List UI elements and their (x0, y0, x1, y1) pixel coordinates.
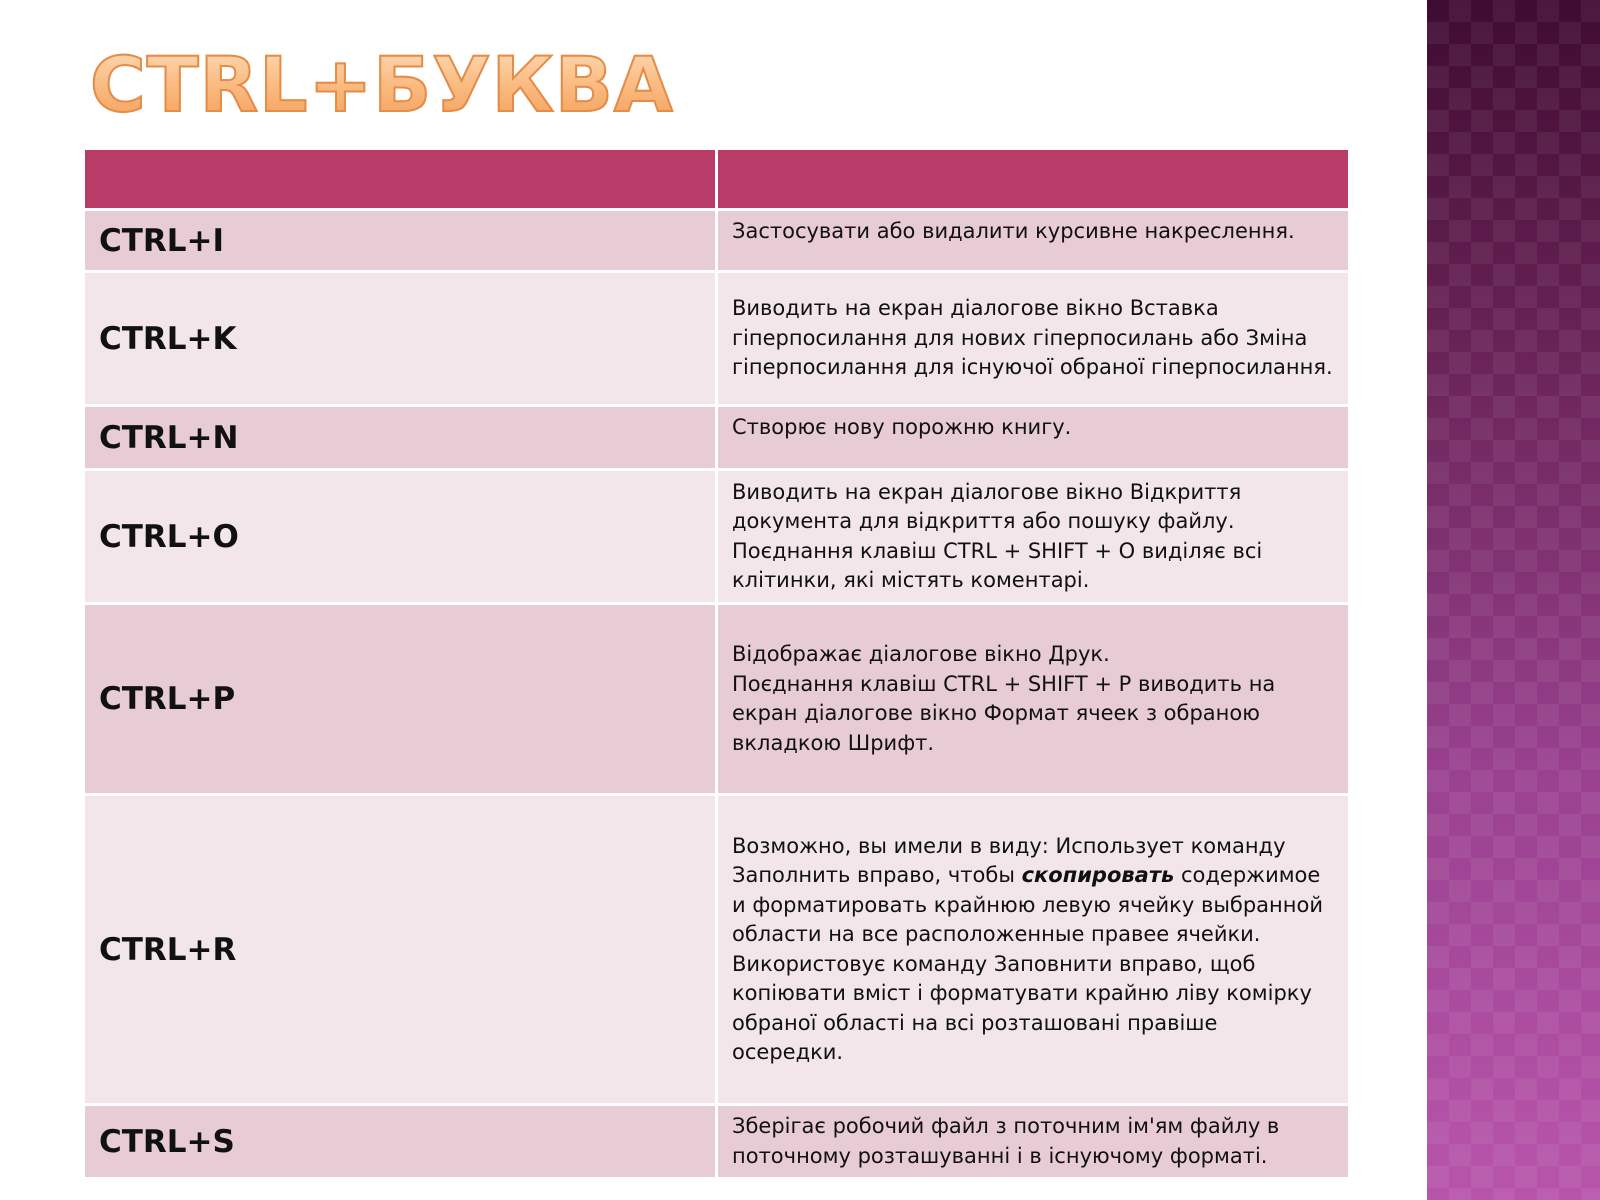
table-header-row (84, 149, 1350, 210)
shortcut-description: Застосувати або видалити курсивне накреслення. (717, 210, 1350, 272)
table-row (84, 1105, 1350, 1179)
header-cell-description (717, 149, 1350, 210)
shortcut-description: Виводить на екран діалогове вікно Вставка гіперпосилання для нових гіперпосилань або Зміна гіперпосилання для існуючої обраної гіперпосилання. (717, 272, 1350, 406)
shortcut-description (717, 604, 1350, 795)
shortcut-key: CTRL+O (84, 470, 717, 604)
shortcut-key: CTRL+R (84, 795, 717, 1105)
shortcut-description: Зберігає робочий файл з поточним ім'ям файлу в поточному розташуванні і в існуючому форматі. (717, 1105, 1350, 1179)
shortcut-key: CTRL+S (84, 1105, 717, 1179)
decorative-side-band (1427, 0, 1600, 1200)
description-line: Використовує команду Заповнити вправо, щоб копіювати вміст і форматувати крайню ліву комірку обраної області на всі розташовані правіше осередки. (732, 951, 1312, 1064)
description-line (732, 832, 1334, 950)
description-line: Поєднання клавіш CTRL + SHIFT + O виділяє всі клітинки, які містять коментарі. (732, 538, 1263, 592)
description-line: Виводить на екран діалогове вікно Відкриття документа для відкриття або пошуку файлу. (732, 479, 1242, 533)
header-cell-key (84, 149, 717, 210)
description-text: Возможно, вы имели в виду: Использует команду Заполнить вправо, чтобы (732, 833, 1286, 887)
table-row (84, 604, 1350, 795)
shortcut-key: CTRL+N (84, 406, 717, 470)
table-row (84, 210, 1350, 272)
description-emphasis: скопировать (1021, 863, 1175, 887)
slide-title: CTRL+БУКВА (90, 30, 674, 140)
shortcut-description (717, 795, 1350, 1105)
shortcut-table (82, 147, 1351, 1180)
table-row (84, 470, 1350, 604)
shortcut-description (717, 470, 1350, 604)
shortcut-key: CTRL+P (84, 604, 717, 795)
table-row (84, 795, 1350, 1105)
description-line: Відображає діалогове вікно Друк. (732, 642, 1110, 666)
shortcut-description: Створює нову порожню книгу. (717, 406, 1350, 470)
shortcut-key: CTRL+I (84, 210, 717, 272)
table-row (84, 272, 1350, 406)
description-line: Поєднання клавіш CTRL + SHIFT + P виводить на екран діалогове вікно Формат ячеек з обраною вкладкою Шрифт. (732, 671, 1276, 755)
description-text: содержимое и форматировать крайнюю левую ячейку выбранной области на все расположенные правее ячейки. (732, 863, 1324, 946)
table-row (84, 406, 1350, 470)
shortcut-key: CTRL+K (84, 272, 717, 406)
